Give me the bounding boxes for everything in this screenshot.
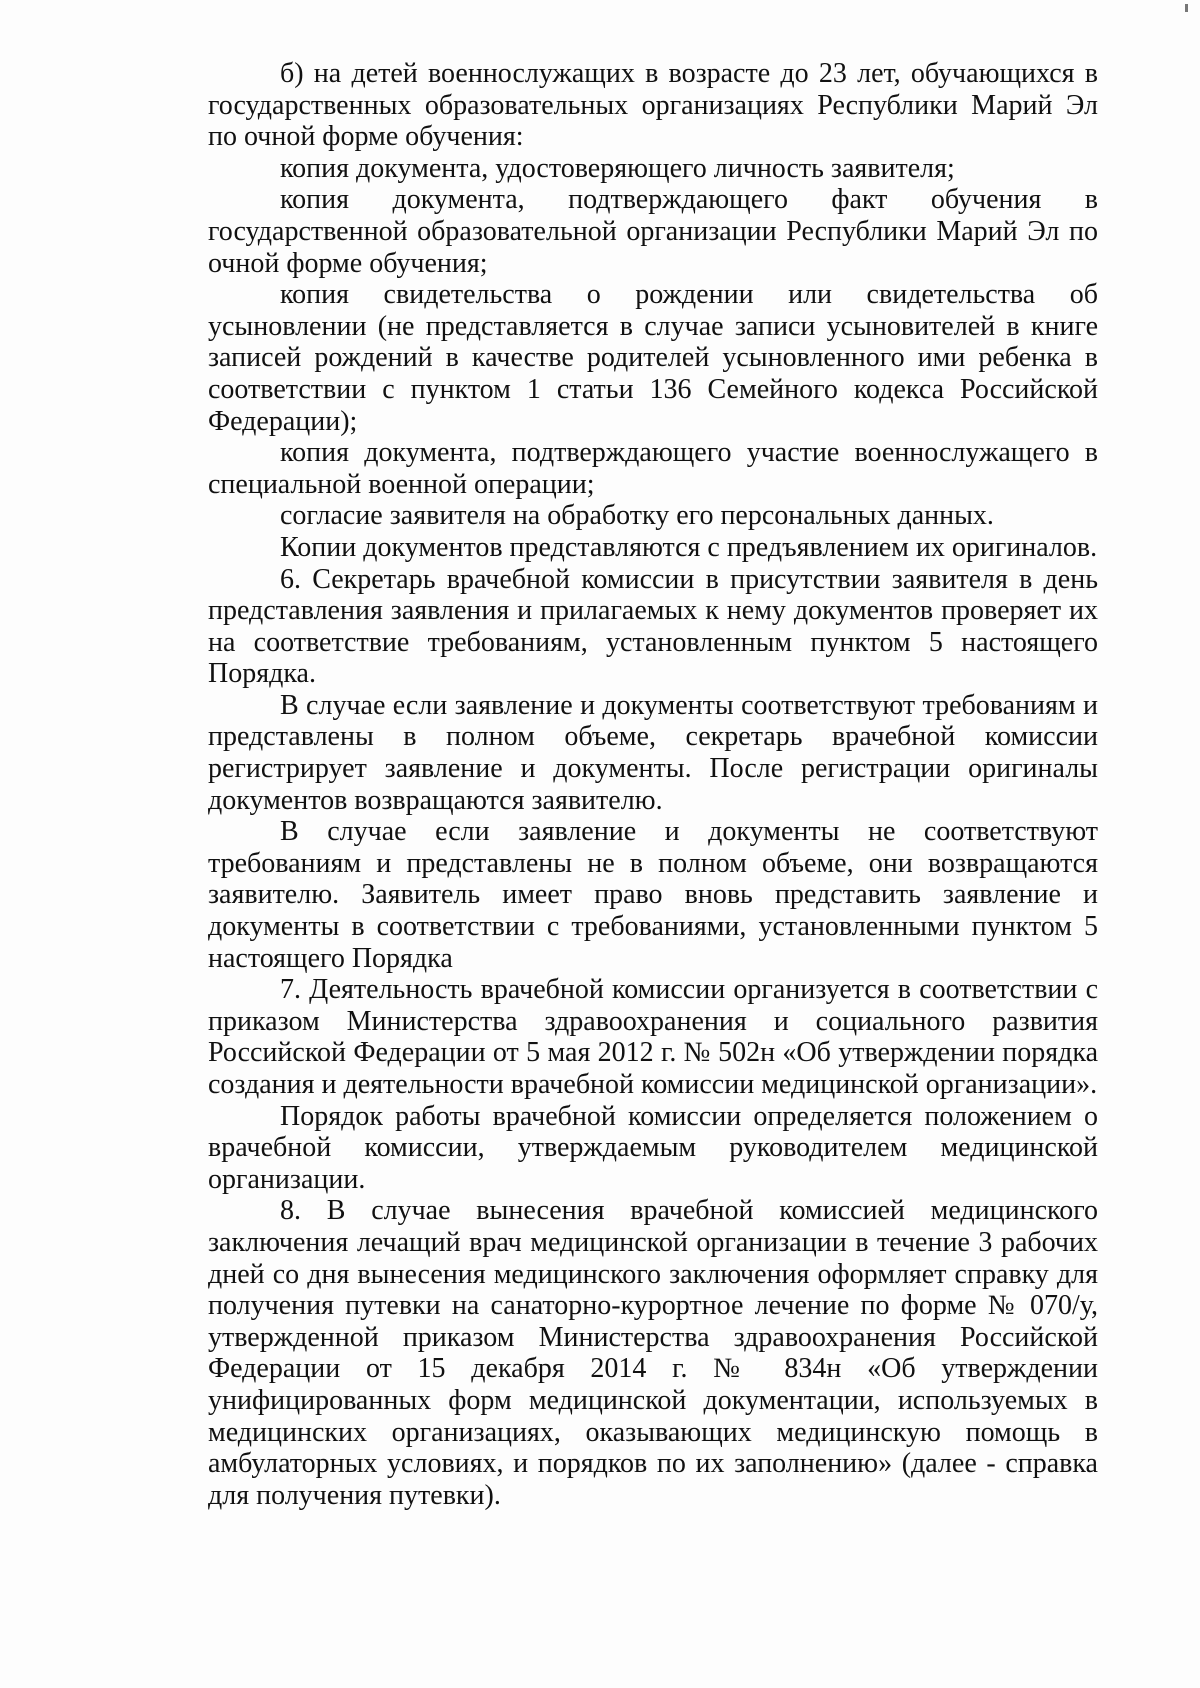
scan-mark [1185,4,1188,12]
paragraph-id-copy: копия документа, удостоверяющего личность заявителя; [280,152,955,184]
paragraph-originals: Копии документов представляются с предъявлением их оригиналов. [280,531,1098,563]
paragraph-svo-participation: копия документа, подтверждающего участие военнослужащего в специальной военной операции; [208,437,1098,500]
paragraph-study-copy: копия документа, подтверждающего факт обучения в государственной образовательной организации Республики Марий Эл по очной форме обучения; [208,184,1098,279]
document-body [208,58,1098,1511]
paragraph-commission-order: Порядок работы врачебной комиссии определяется положением о врачебной комиссии, утверждаемым руководителем медицинской организации. [208,1100,1098,1195]
paragraph-b-children: б) на детей военнослужащих в возрасте до 23 лет, обучающихся в государственных образовательных организациях Республики Марий Эл по очной форме обучения: [208,58,1098,153]
paragraph-item-7: 7. Деятельность врачебной комиссии организуется в соответствии с приказом Министерства здравоохранения и социального развития Российской Федерации от 5 мая 2012 г. № 502н «Об утверждении порядка создания и деятельности врачебной комиссии медицинской организации». [208,974,1098,1100]
paragraph-consent: согласие заявителя на обработку его персональных данных. [280,500,994,532]
paragraph-item-8: 8. В случае вынесения врачебной комиссией медицинского заключения лечащий врач медицинской организации в течение 3 рабочих дней со дня вынесения медицинского заключения оформляет справку для получения путевки на санаторно-курортное лечение по форме № 070/у, утвержденной приказом Министерства здравоохранения Российской Федерации от 15 декабря 2014 г. № 834н «Об утверждении унифицированных форм медицинской документации, используемых в медицинских организациях, оказывающих медицинскую помощь в амбулаторных условиях, и порядков по их заполнению» (далее - справка для получения путевки). [208,1195,1098,1511]
paragraph-non-compliance: В случае если заявление и документы не соответствуют требованиям и представлены не в полном объеме, они возвращаются заявителю. Заявитель имеет право вновь представить заявление и документы в соответствии с требованиями, установленными пунктом 5 настоящего Порядка [208,816,1098,974]
paragraph-compliance: В случае если заявление и документы соответствуют требованиям и представлены в полном объеме, секретарь врачебной комиссии регистрирует заявление и документы. После регистрации оригиналы документов возвращаются заявителю. [208,689,1098,816]
paragraph-birth-certificate: копия свидетельства о рождении или свидетельства об усыновлении (не представляется в случае записи усыновителей в книге записей рождений в качестве родителей усыновленного ими ребенка в соответствии с пунктом 1 статьи 136 Семейного кодекса Российской Федерации); [208,279,1098,437]
paragraph-item-6: 6. Секретарь врачебной комиссии в присутствии заявителя в день представления заявления и прилагаемых к нему документов проверяет их на соответствие требованиям, установленным пунктом 5 настоящего Порядка. [208,563,1098,690]
